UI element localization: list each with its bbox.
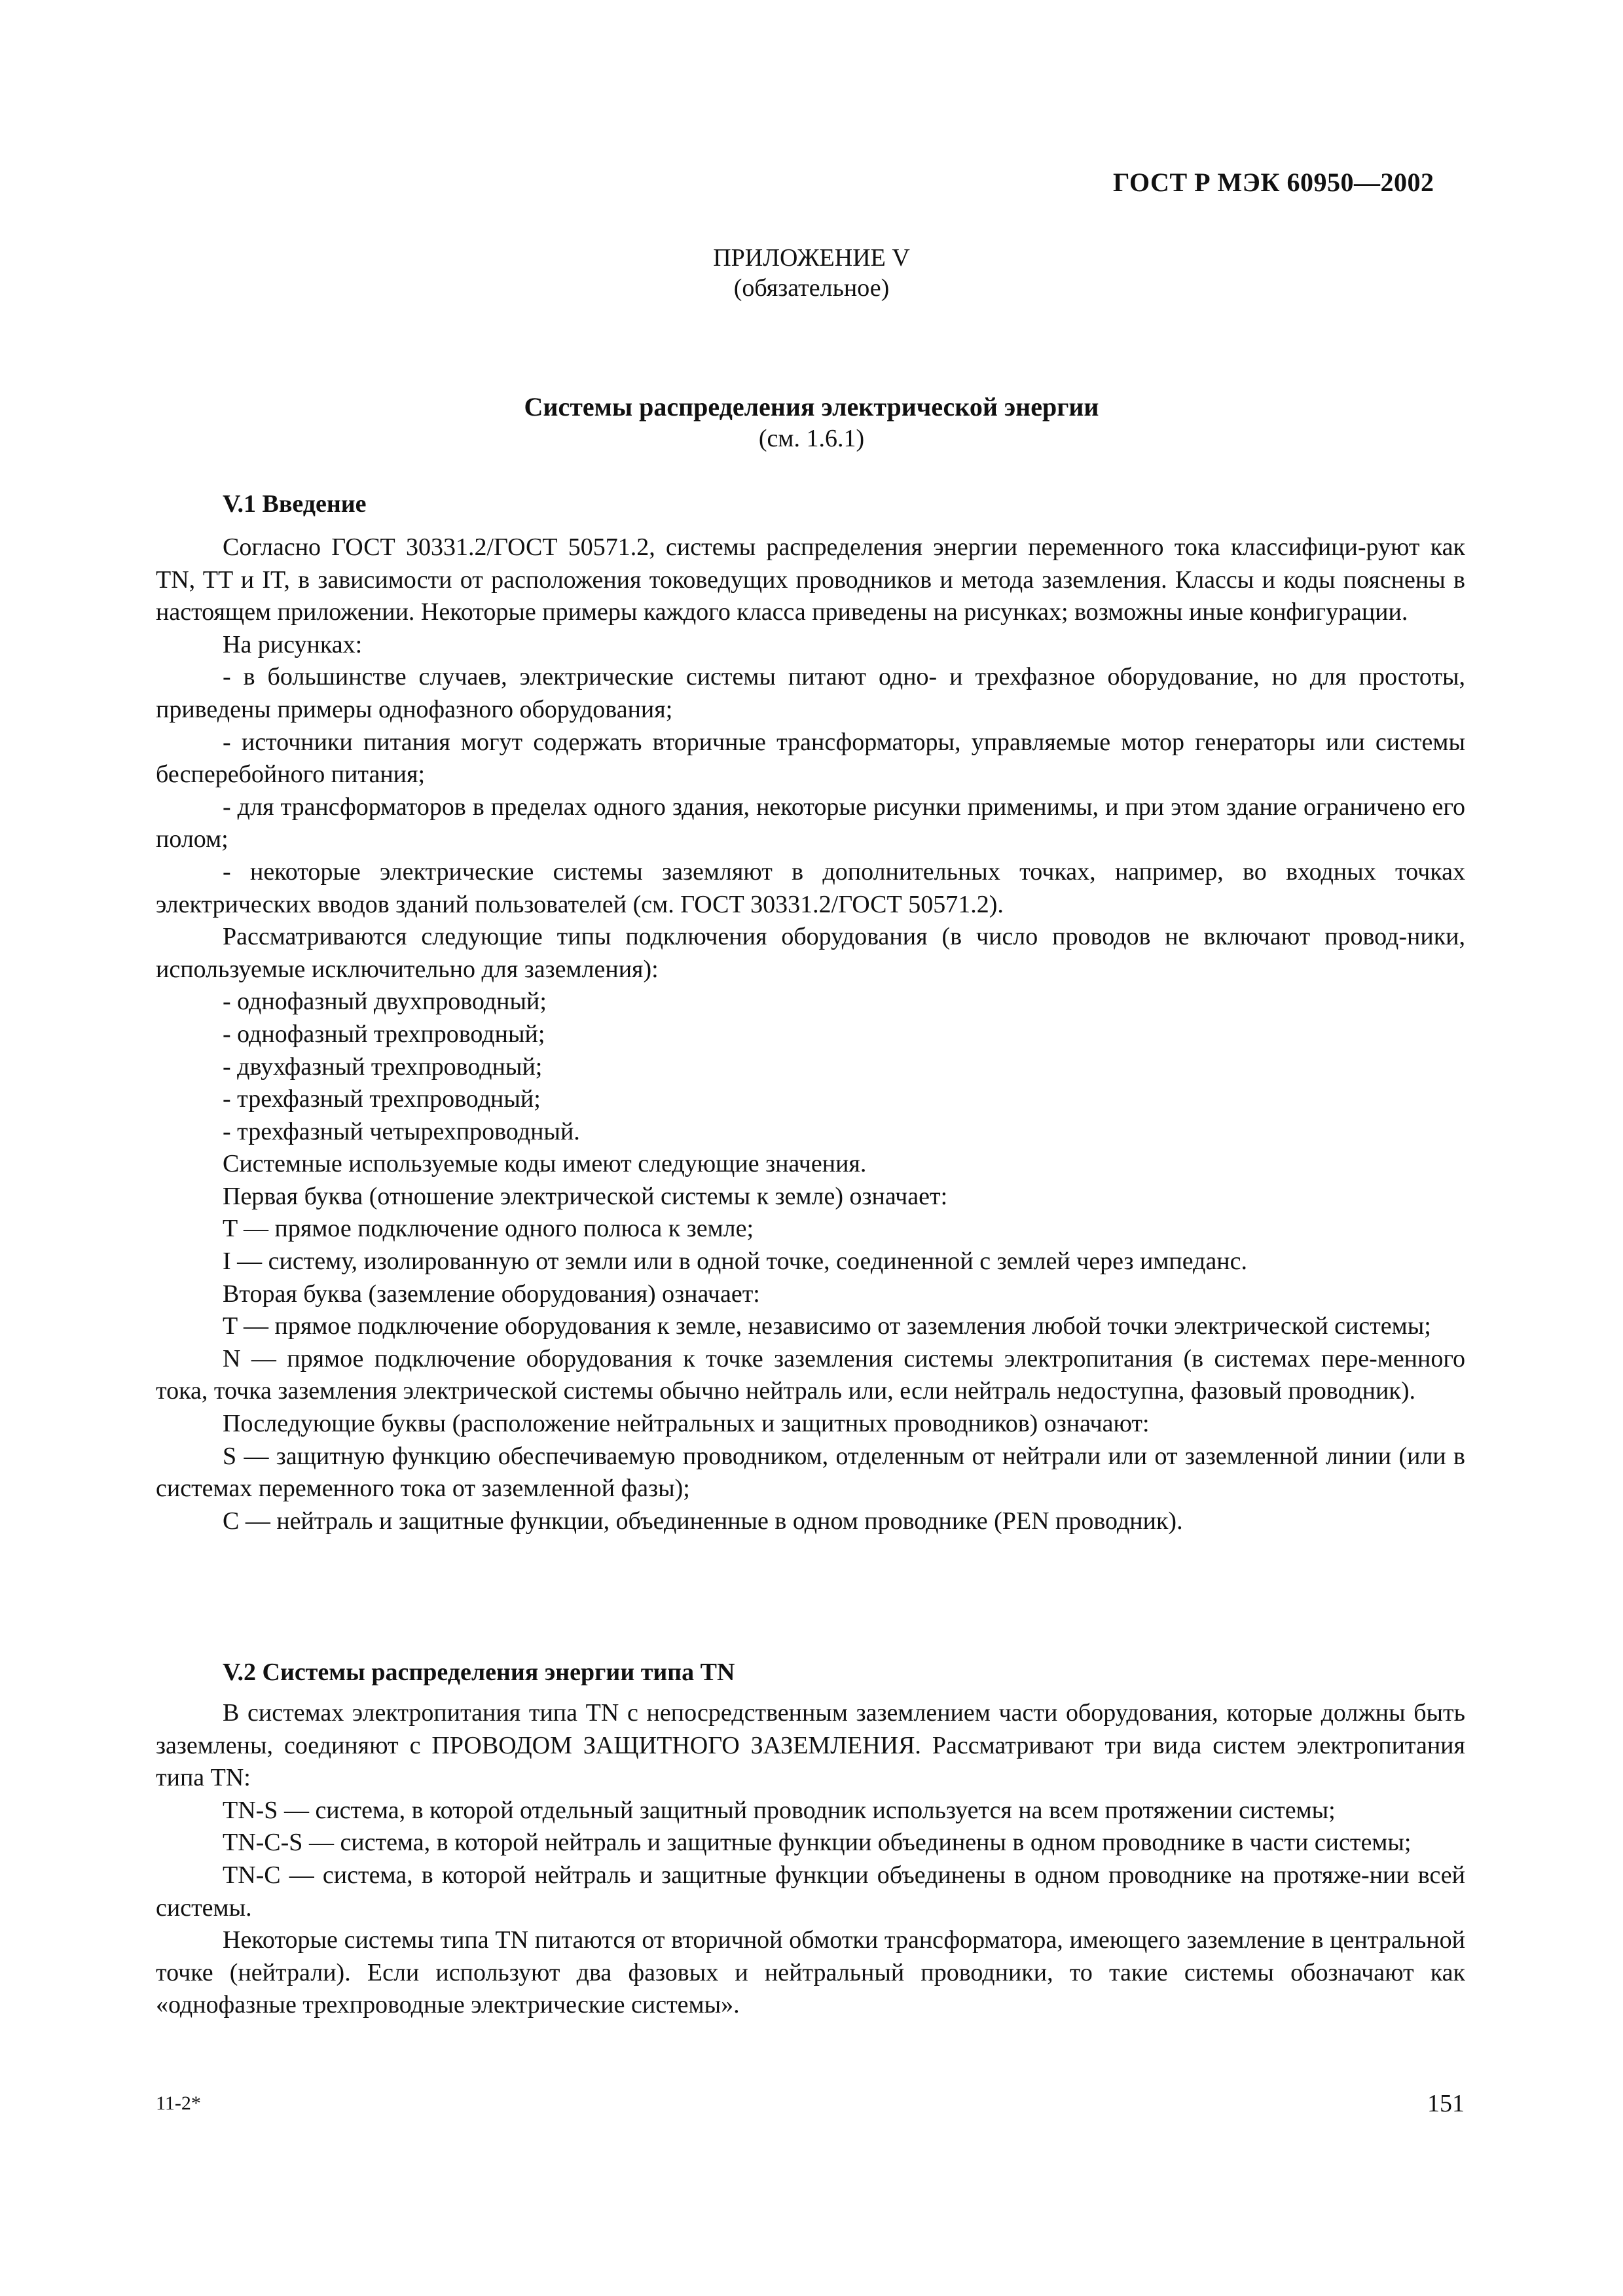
- definition: S — защитную функцию обеспечиваемую проводником, отделенным от нейтрали или от заземленной линии (или в системах переменного тока от заземленной фазы);: [156, 1442, 1465, 1503]
- definition: TN-C — система, в которой нейтраль и защитные функции объединены в одном проводнике на протяже-нии всей системы.: [156, 1861, 1465, 1922]
- sheet-marker: 11-2*: [156, 2092, 201, 2114]
- definition: T — прямое подключение одного полюса к земле;: [223, 1215, 754, 1243]
- list-item: - источники питания могут содержать вторичные трансформаторы, управляемые мотор генераторы или системы бесперебойного питания;: [156, 728, 1465, 789]
- list-item: - двухфазный трехпроводный;: [223, 1052, 543, 1081]
- document-title: Системы распределения электрической энергии: [524, 392, 1099, 422]
- definition: TN-C-S — система, в которой нейтраль и защитные функции объединены в одном проводнике в части системы;: [223, 1829, 1412, 1857]
- section-v2-body: [156, 1697, 1465, 2022]
- standard-designation: ГОСТ Р МЭК 60950—2002: [1113, 168, 1434, 197]
- title-reference: (см. 1.6.1): [758, 425, 865, 452]
- section-heading-v1: V.1 Введение: [223, 490, 367, 518]
- paragraph: Рассматриваются следующие типы подключения оборудования (в число проводов не включают провод-ники, используемые исключительно для заземления):: [156, 923, 1465, 983]
- definition: C — нейтраль и защитные функции, объединенные в одном проводнике (PEN проводник).: [223, 1507, 1183, 1535]
- paragraph: На рисунках:: [223, 630, 363, 658]
- list-item: - для трансформаторов в пределах одного здания, некоторые рисунки применимы, и при этом здание ограничено его полом;: [156, 793, 1465, 853]
- appendix-title: ПРИЛОЖЕНИЕ V: [713, 244, 910, 272]
- list-item: - трехфазный трехпроводный;: [223, 1085, 541, 1113]
- list-item: - однофазный трехпроводный;: [223, 1020, 545, 1048]
- appendix-status: (обязательное): [733, 274, 890, 302]
- paragraph: Первая буква (отношение электрической системы к земле) означает:: [223, 1182, 948, 1210]
- list-item: - трехфазный четырехпроводный.: [223, 1117, 580, 1145]
- list-item: - в большинстве случаев, электрические системы питают одно- и трехфазное оборудование, но для простоты, приведены примеры однофазного оборудования;: [156, 663, 1465, 723]
- section-v1-body: [156, 531, 1465, 1537]
- paragraph: Некоторые системы типа TN питаются от вторичной обмотки трансформатора, имеющего заземление в центральной точке (нейтрали). Если используют два фазовых и нейтральный проводники, то такие системы обозначают как «однофазные трехпроводные электрические системы».: [156, 1926, 1465, 2019]
- list-item: - некоторые электрические системы заземляют в дополнительных точках, например, во входных точках электрических вводов зданий пользователей (см. ГОСТ 30331.2/ГОСТ 50571.2).: [156, 857, 1465, 918]
- paragraph: Вторая буква (заземление оборудования) означает:: [223, 1280, 760, 1308]
- paragraph: Последующие буквы (расположение нейтральных и защитных проводников) означают:: [223, 1410, 1150, 1438]
- page-number: 151: [1427, 2090, 1465, 2117]
- list-item: - однофазный двухпроводный;: [223, 988, 547, 1016]
- definition: TN-S — система, в которой отдельный защитный проводник используется на всем протяжении системы;: [223, 1796, 1336, 1824]
- paragraph: В системах электропитания типа TN с непосредственным заземлением части оборудования, которые должны быть заземлены, соединяют с ПРОВОДОМ ЗАЩИТНОГО ЗАЗЕМЛЕНИЯ. Рассматривают три вида систем электропитания типа TN:: [156, 1699, 1465, 1792]
- paragraph: Согласно ГОСТ 30331.2/ГОСТ 50571.2, системы распределения энергии переменного тока классифици-руют как TN, TT и IT, в зависимости от расположения токоведущих проводников и метода заземления. Классы и коды пояснены в настоящем приложении. Некоторые примеры каждого класса приведены на рисунках; возможны иные конфигурации.: [156, 533, 1465, 626]
- definition: N — прямое подключение оборудования к точке заземления системы электропитания (в системах пере-менного тока, точка заземления электрической системы обычно нейтраль или, если нейтраль недоступна, фазовый проводник).: [156, 1344, 1465, 1405]
- definition: T — прямое подключение оборудования к земле, независимо от заземления любой точки электрической системы;: [223, 1312, 1431, 1340]
- definition: I — систему, изолированную от земли или в одной точке, соединенной с землей через импеданс.: [223, 1247, 1247, 1276]
- paragraph: Системные используемые коды имеют следующие значения.: [223, 1150, 867, 1178]
- section-heading-v2: V.2 Системы распределения энергии типа TN: [223, 1659, 735, 1686]
